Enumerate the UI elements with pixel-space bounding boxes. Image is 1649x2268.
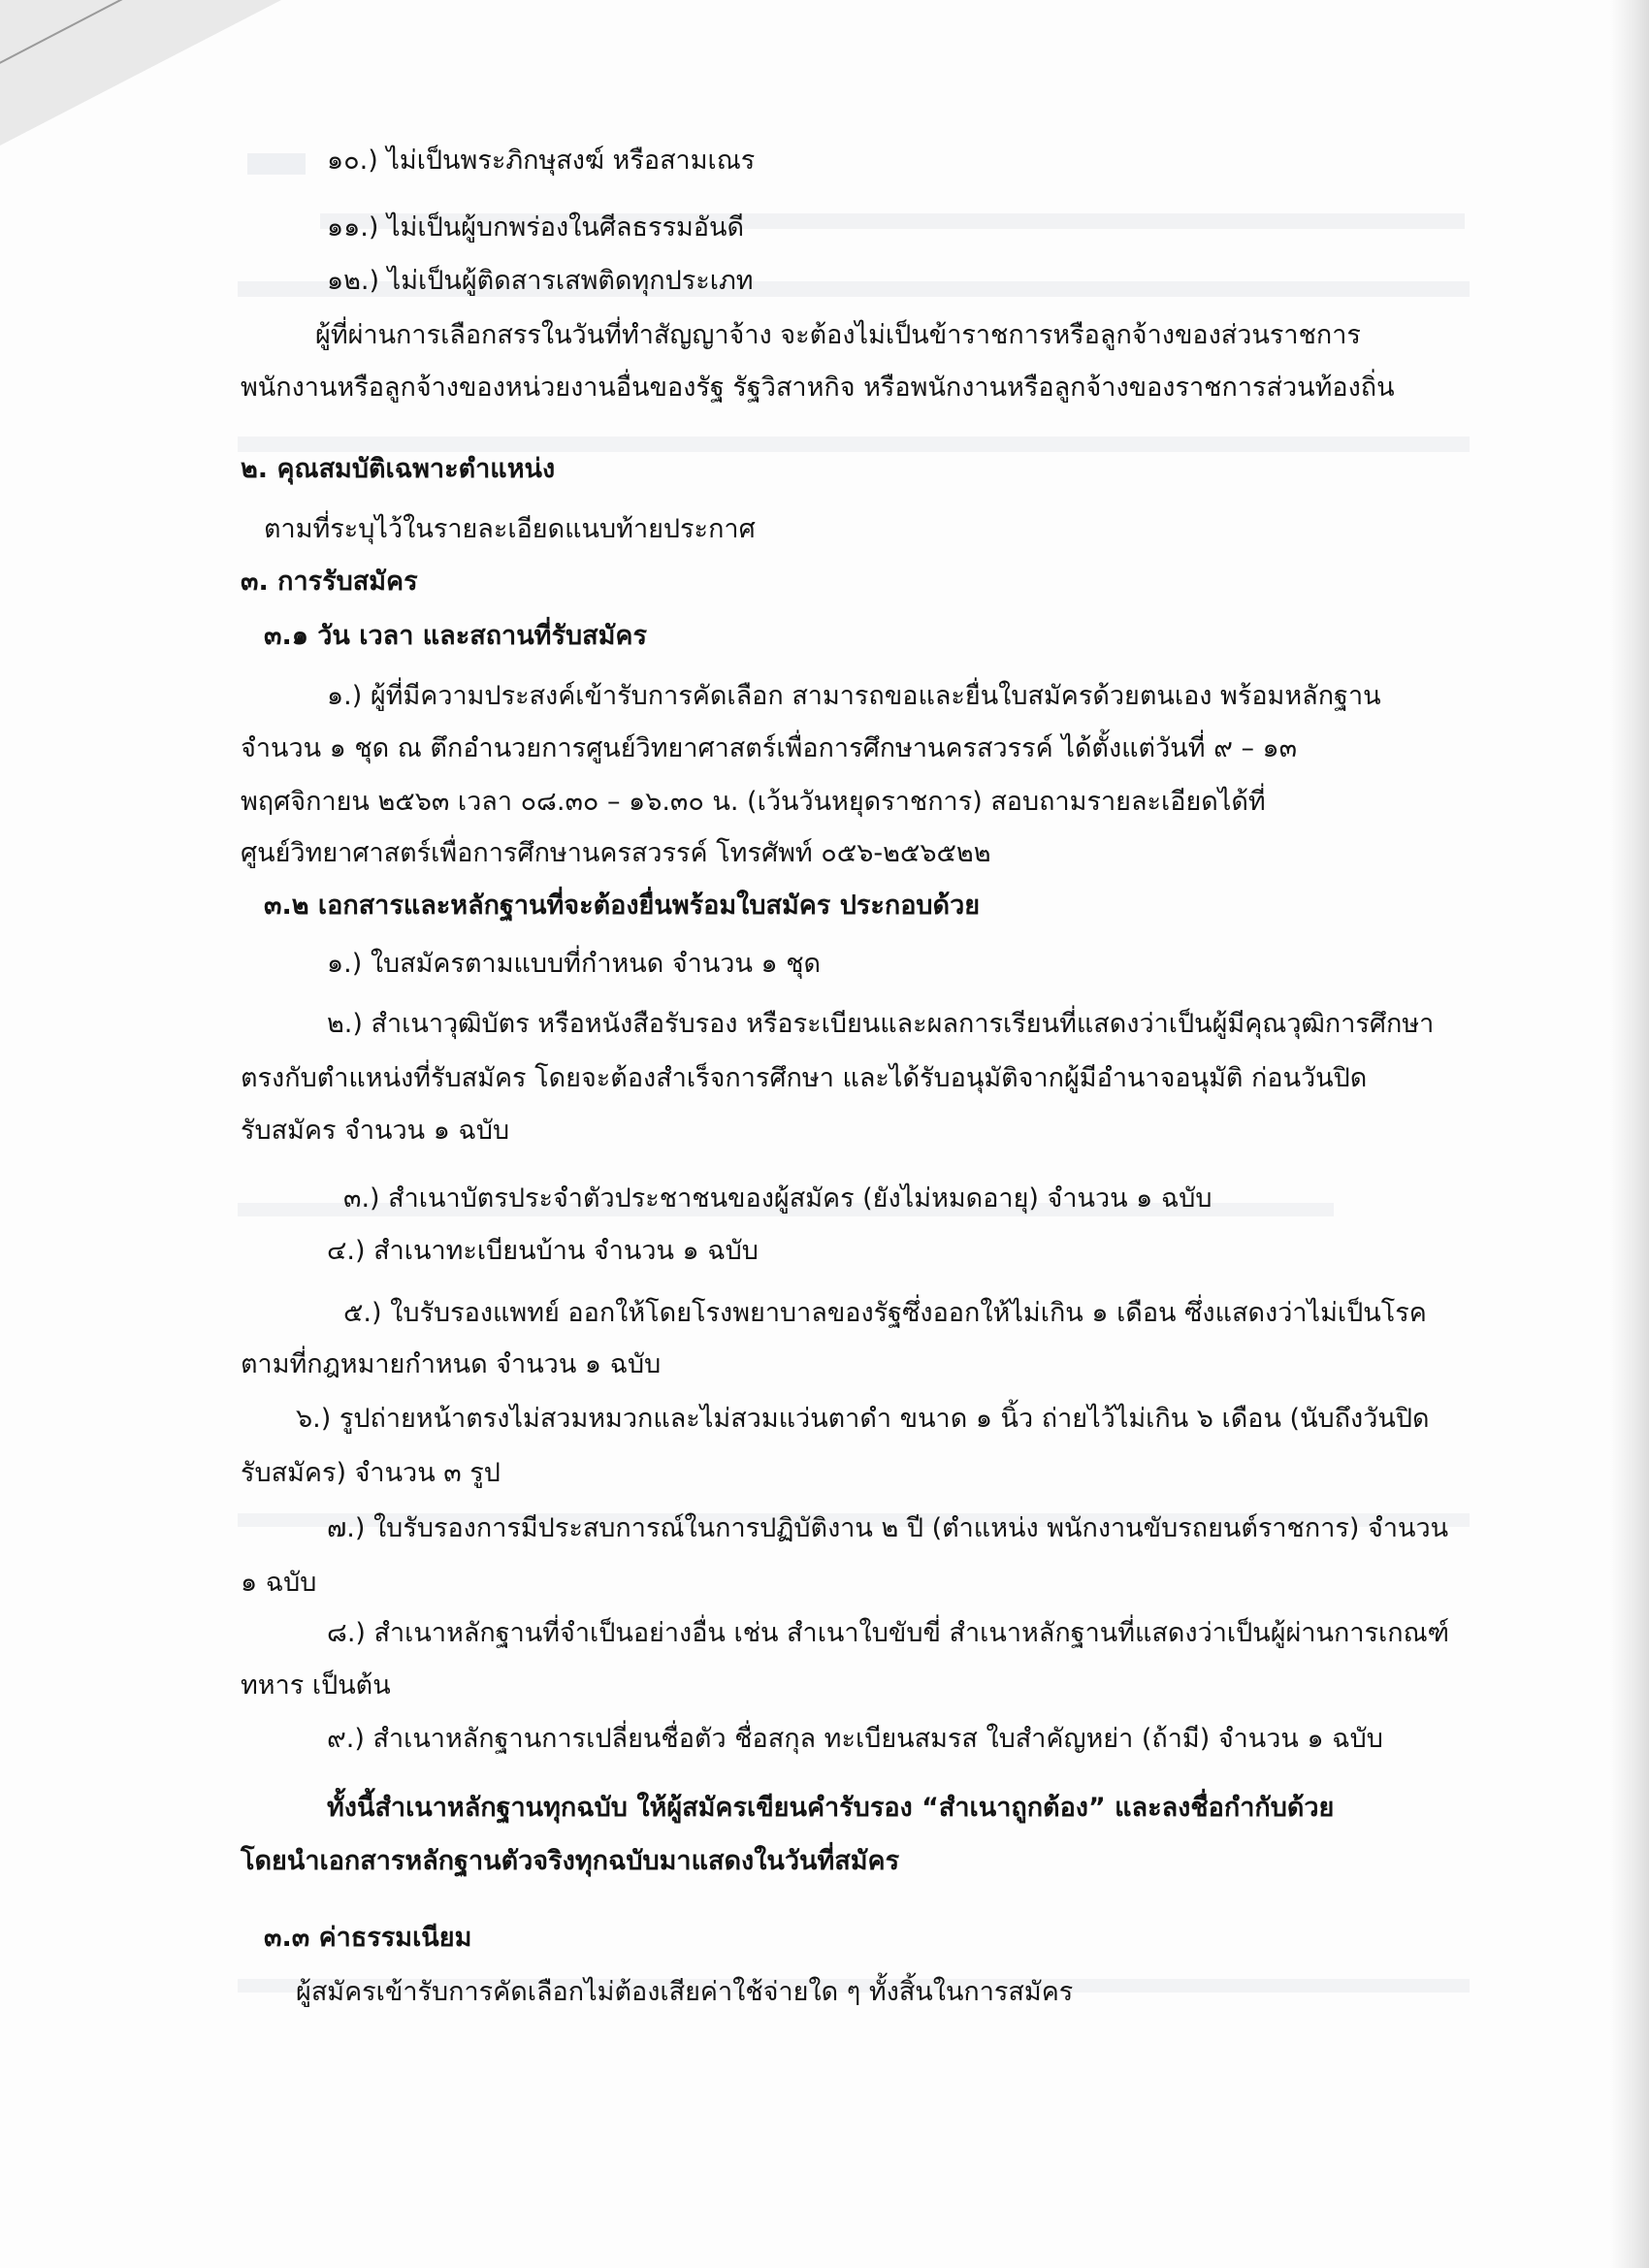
paragraph-line: ๑ ฉบับ	[241, 1568, 317, 1598]
subsection-heading-3-2: ๓.๒ เอกสารและหลักฐานที่จะต้องยื่นพร้อมใบสมัคร ประกอบด้วย	[264, 891, 981, 921]
paragraph-line: ผู้ที่ผ่านการเลือกสรรในวันที่ทำสัญญาจ้าง จะต้องไม่เป็นข้าราชการหรือลูกจ้างของส่วนราชการ	[315, 320, 1361, 350]
paragraph-line: ผู้สมัครเข้ารับการคัดเลือกไม่ต้องเสียค่าใช้จ่ายใด ๆ ทั้งสิ้นในการสมัคร	[296, 1977, 1074, 2007]
section-heading-3: ๓. การรับสมัคร	[241, 567, 418, 597]
document-item-6: ๖.) รูปถ่ายหน้าตรงไม่สวมหมวกและไม่สวมแว่นตาดำ ขนาด ๑ นิ้ว ถ่ายไว้ไม่เกิน ๖ เดือน (นับถึงวันปิด	[296, 1404, 1430, 1434]
bleed-through-mark	[238, 437, 1470, 452]
section-heading-2: ๒. คุณสมบัติเฉพาะตำแหน่ง	[241, 454, 556, 484]
qualification-12: ๑๒.) ไม่เป็นผู้ติดสารเสพติดทุกประเภท	[327, 266, 754, 296]
paragraph-line: ๑.) ผู้ที่มีความประสงค์เข้ารับการคัดเลือก สามารถขอและยื่นใบสมัครด้วยตนเอง พร้อมหลักฐาน	[327, 681, 1381, 711]
paragraph-line: พนักงานหรือลูกจ้างของหน่วยงานอื่นของรัฐ รัฐวิสาหกิจ หรือพนักงานหรือลูกจ้างของราชการส่วนท้องถิ่น	[241, 373, 1395, 403]
subsection-heading-3-1: ๓.๑ วัน เวลา และสถานที่รับสมัคร	[264, 621, 647, 651]
paragraph-line: ตามที่กฎหมายกำหนด จำนวน ๑ ฉบับ	[241, 1349, 662, 1379]
folded-corner	[0, 0, 281, 146]
document-item-4: ๔.) สำเนาทะเบียนบ้าน จำนวน ๑ ฉบับ	[327, 1236, 759, 1266]
document-item-7: ๗.) ใบรับรองการมีประสบการณ์ในการปฏิบัติงาน ๒ ปี (ตำแหน่ง พนักงานขับรถยนต์ราชการ) จำนวน	[327, 1513, 1449, 1543]
certification-note: ทั้งนี้สำเนาหลักฐานทุกฉบับ ให้ผู้สมัครเขียนคำรับรอง “สำเนาถูกต้อง” และลงชื่อกำกับด้วย	[327, 1793, 1335, 1823]
paragraph-line: พฤศจิกายน ๒๕๖๓ เวลา ๐๘.๓๐ – ๑๖.๓๐ น. (เว้นวันหยุดราชการ) สอบถามรายละเอียดได้ที่	[241, 787, 1266, 817]
paragraph-line: ศูนย์วิทยาศาสตร์เพื่อการศึกษานครสวรรค์ โทรศัพท์ ๐๕๖-๒๕๖๕๒๒	[241, 838, 991, 868]
paragraph-line: จำนวน ๑ ชุด ณ ตึกอำนวยการศูนย์วิทยาศาสตร์เพื่อการศึกษานครสวรรค์ ได้ตั้งแต่วันที่ ๙ – ๑๓	[241, 733, 1298, 763]
paragraph-line: รับสมัคร) จำนวน ๓ รูป	[241, 1458, 501, 1488]
qualification-11: ๑๑.) ไม่เป็นผู้บกพร่องในศีลธรรมอันดี	[327, 212, 744, 243]
subsection-heading-3-3: ๓.๓ ค่าธรรมเนียม	[264, 1923, 472, 1953]
paragraph-line: ตามที่ระบุไว้ในรายละเอียดแนบท้ายประกาศ	[264, 514, 756, 544]
certification-note: โดยนำเอกสารหลักฐานตัวจริงทุกฉบับมาแสดงในวันที่สมัคร	[241, 1846, 900, 1876]
paragraph-line: ทหาร เป็นต้น	[241, 1670, 391, 1701]
page-edge-shadow	[1610, 0, 1649, 2268]
document-item-3: ๓.) สำเนาบัตรประจำตัวประชาชนของผู้สมัคร (ยังไม่หมดอายุ) จำนวน ๑ ฉบับ	[343, 1183, 1212, 1214]
bleed-through-mark	[247, 153, 306, 175]
paragraph-line: ตรงกับตำแหน่งที่รับสมัคร โดยจะต้องสำเร็จการศึกษา และได้รับอนุมัติจากผู้มีอำนาจอนุมัติ ก่อนวันปิด	[241, 1063, 1368, 1093]
document-item-8: ๘.) สำเนาหลักฐานที่จำเป็นอย่างอื่น เช่น สำเนาใบขับขี่ สำเนาหลักฐานที่แสดงว่าเป็นผู้ผ่านการเกณฑ์	[327, 1618, 1450, 1648]
document-item-2: ๒.) สำเนาวุฒิบัตร หรือหนังสือรับรอง หรือระเบียนและผลการเรียนที่แสดงว่าเป็นผู้มีคุณวุฒิการศึกษา	[327, 1009, 1435, 1039]
paragraph-line: รับสมัคร จำนวน ๑ ฉบับ	[241, 1116, 510, 1146]
document-item-5: ๕.) ใบรับรองแพทย์ ออกให้โดยโรงพยาบาลของรัฐซึ่งออกให้ไม่เกิน ๑ เดือน ซึ่งแสดงว่าไม่เป็นโรค	[343, 1298, 1427, 1328]
qualification-10: ๑๐.) ไม่เป็นพระภิกษุสงฆ์ หรือสามเณร	[327, 146, 756, 176]
document-item-9: ๙.) สำเนาหลักฐานการเปลี่ยนชื่อตัว ชื่อสกุล ทะเบียนสมรส ใบสำคัญหย่า (ถ้ามี) จำนวน ๑ ฉบับ	[327, 1724, 1383, 1754]
document-item-1: ๑.) ใบสมัครตามแบบที่กำหนด จำนวน ๑ ชุด	[327, 949, 822, 979]
